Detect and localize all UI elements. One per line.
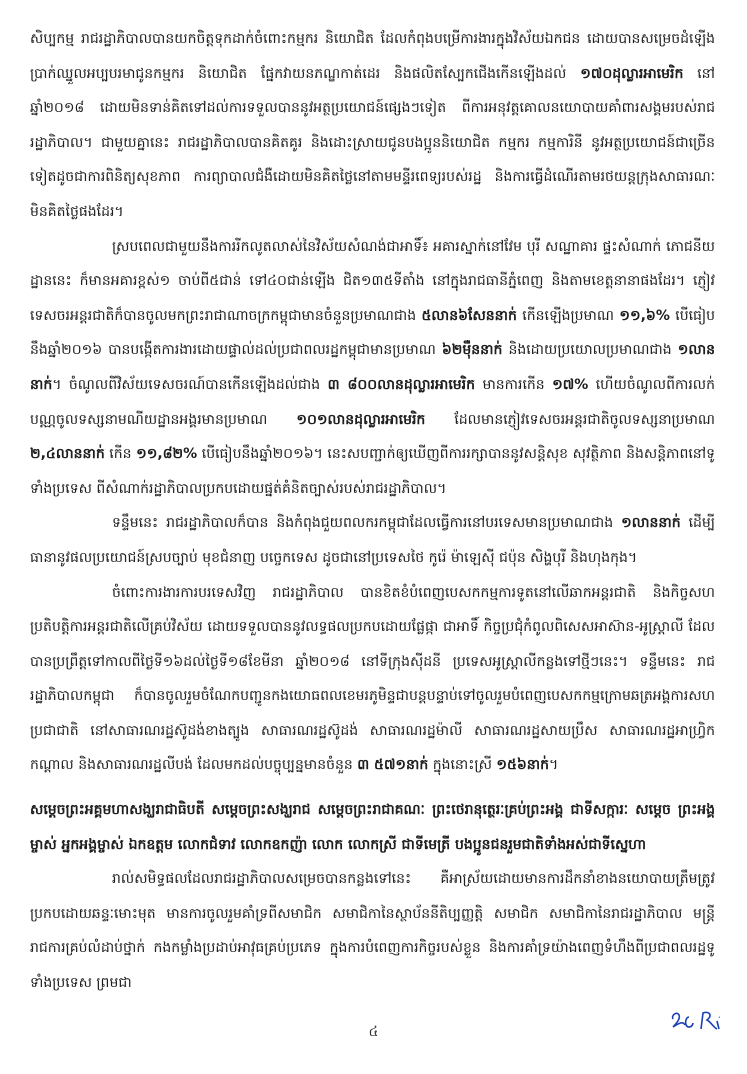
body-paragraph [30, 862, 715, 1000]
document-body [30, 22, 715, 1001]
emphasized-figure: ១៥៦នាក់ [496, 757, 549, 774]
paragraph-text: ដែលមានភ្ញៀវទេសចរអន្តរជាតិចូលទស្សនាប្រមាណ [425, 411, 716, 428]
paragraph-text: បើធៀបនឹងឆ្នាំ២០១៦។ នេះសបញ្ជាក់ឲ្យឃើញពីការរក្សាបាននូវសន្តិសុខ សុវត្ថិភាព និងសន្តិភាពនៅទូទាំងប្រទេស ពីសំណាក់រដ្ឋាភិបាលប្រកបដោយផ្នត់គំនិតច្បាស់របស់រាជរដ្ឋាភិបាល។ [30, 446, 715, 497]
paragraph-text: មានការកើន [474, 376, 553, 393]
page-number: ៤ [368, 1024, 379, 1040]
paragraph-text: និងដោយប្រយោលប្រមាណជាង [502, 342, 678, 359]
emphasized-figure: ១លាននាក់ [30, 342, 715, 393]
salutation-heading [30, 793, 715, 862]
emphasized-figure: ១៧% [552, 376, 589, 393]
paragraph-text: ។ [549, 757, 559, 774]
body-paragraph [30, 506, 715, 575]
emphasized-figure: ១១,៨២% [136, 446, 198, 463]
emphasized-figure: ១១,៦% [619, 307, 670, 324]
emphasized-figure: ២,៤លាននាក់ [30, 446, 105, 463]
emphasized-figure: ១៧០ដុល្លារអាមេរិក [580, 65, 684, 82]
body-paragraph [30, 576, 715, 784]
paragraph-text: ហើយចំណូលពីការលក់បណ្ណចូលទស្សនាមណីយដ្ឋានអង្គរមានប្រមាណ [30, 376, 716, 428]
paragraph-text: កើន [104, 446, 137, 463]
paragraph-text: រាល់សមិទ្ធផលដែលរាជរដ្ឋាភិបាលសម្រេចបានកន្លងទៅនេះ គឺអាស្រ័យដោយមានការដឹកនាំខាងនយោបាយត្រឹមត្រូវ ប្រកបដោយឆន្ទៈមោះមុត មានការចូលរួមគាំទ្រពីសមាជិក សមាជិកានៃស្ថាប័ននីតិប្បញ្ញត្តិ សមាជិក សមាជិកានៃរាជរដ្ឋាភិបាល មន្ត្រីរាជការគ្រប់លំដាប់ថ្នាក់ កងកម្លាំងប្រដាប់អាវុធគ្រប់ប្រភេទ ក្នុងការបំពេញការកិច្ចរបស់ខ្លួន និងការគាំទ្រយ៉ាងពេញទំហឹងពីប្រជាពលរដ្ឋទូទាំងប្រទេស ព្រមជា [30, 871, 715, 992]
body-paragraph [30, 230, 715, 507]
body-paragraph [30, 22, 715, 230]
paragraph-text: កើនឡើងប្រមាណ [516, 307, 620, 324]
paragraph-text: បើធៀបនឹងឆ្នាំ២០១៦ បានបង្កើតការងារដោយផ្ទាល់ដល់ប្រជាពលរដ្ឋកម្ពុជាមានប្រមាណ [30, 307, 715, 359]
paragraph-text: ស្របពេលជាមួយនឹងការរីកលូតលាស់នៃវិស័យសំណង់ជាអាទិ៍៖ អគារស្នាក់នៅវែម បុរី សណ្ឋាគារ ផ្ទះសំណាក់ ភោជនីយដ្ឋាននេះ ក៏មានអគារខ្ពស់១ ចាប់ពី៥ជាន់ ទៅ៤០ជាន់ឡើង ជិត១៣៥ទីតាំង នៅក្នុងរាជធានីភ្នំពេញ និងតាមខេត្តនានាផងដែរ។ ភ្ញៀវទេសចរអន្តរជាតិក៏បានចូលមកព្រះរាជាណាចក្រកម្ពុជាមានចំនួនប្រមាណជាង [30, 238, 715, 324]
emphasized-figure: ១០១លានដុល្លារអាមេរិក [296, 411, 426, 428]
handwritten-initials-signature [669, 1005, 725, 1039]
paragraph-text: សម្តេចព្រះអគ្គមហាសង្ឃរាជាធិបតី សម្តេចព្រះសង្ឃរាជ សម្តេចព្រះរាជាគណៈ ព្រះថេរានុត្ថេរៈគ្រប់ព្រះអង្គ ជាទីសក្ការៈ សម្តេច ព្រះអង្គម្ចាស់ អ្នកអង្គម្ចាស់ ឯកឧត្តម លោកជំទាវ លោកឧកញ៉ា លោក លោកស្រី ជាទីមេត្រី បងប្អូនជនរួមជាតិទាំងអស់ជាទីស្នេហា [30, 802, 715, 853]
emphasized-figure: ៦២ម៉ឺននាក់ [441, 342, 503, 359]
emphasized-figure: ៥លាន៦សែននាក់ [421, 307, 517, 324]
paragraph-text: ក្នុងនោះស្រី [428, 757, 497, 774]
emphasized-figure: ៣ ៨០០លានដុល្លារអាមេរិក [327, 376, 475, 393]
paragraph-text: នៅឆ្នាំ២០១៨ ដោយមិនទាន់គិតទៅដល់ការទទួលបាននូវអត្ថប្រយោជន៍ផ្សេងៗទៀត ពីការអនុវត្តគោលនយោបាយគាំពារសង្គមរបស់រាជរដ្ឋាភិបាល។ ជាមួយគ្នានេះ រាជរដ្ឋាភិបាលបានគិតគូរ និងដោះស្រាយជូនបងប្អូននិយោជិត កម្មករ កម្មការិនី នូវអត្ថប្រយោជន៍ជាច្រើនទៀតដូចជាការពិនិត្យសុខភាព ការព្យាបាលជំងឺដោយមិនគិតថ្លៃនៅតាមមន្ទីរពេទ្យរបស់រដ្ឋ និងការធ្វើដំណើរតាមរថយន្តក្រុងសាធារណៈមិនគិតថ្លៃផងដែរ។ [30, 65, 715, 220]
paragraph-text: ដើម្បីធានានូវផលប្រយោជន៍ស្របច្បាប់ មុខជំនាញ បច្ចេកទេស ដូចជានៅប្រទេសថៃ កូរ៉េ ម៉ាឡេស៊ី ជប៉ុន សិង្ហបុរី និងហុងកុង។ [30, 515, 715, 566]
emphasized-figure: ១លាននាក់ [621, 515, 681, 532]
paragraph-text: ។ ចំណូលពីវិស័យទេសចរណ៍បានកើនឡើងដល់ជាង [52, 376, 328, 393]
emphasized-figure: ៣ ៥៧១នាក់ [357, 757, 429, 774]
paragraph-text: ទន្ទឹមនេះ រាជរដ្ឋាភិបាលក៏បាន និងកំពុងជួយពលករកម្ពុជាដែលធ្វើការនៅបរទេសមានប្រមាណជាង [112, 515, 622, 532]
paragraph-text: ចំពោះការងារការបរទេសវិញ រាជរដ្ឋាភិបាល បានខិតខំបំពេញបេសកកម្មការទូតនៅលើឆាកអន្តរជាតិ និងកិច្ចសហប្រតិបត្តិការអន្តរជាតិលើគ្រប់វិស័យ ដោយទទួលបាននូវលទ្ធផលប្រកបដោយផ្លែផ្កា ជាអាទិ៍ កិច្ចប្រជុំកំពូលពិសេសអាស៊ាន-អូស្ត្រាលី ដែលបានប្រព្រឹត្តទៅកាលពីថ្ងៃទី១៦ដល់ថ្ងៃទី១៨ខែមីនា ឆ្នាំ២០១៨ នៅទីក្រុងស៊ីដនី ប្រទេសអូស្ត្រាលីកន្លងទៅថ្មីៗនេះ។ ទន្ទឹមនេះ រាជរដ្ឋាភិបាលកម្ពុជា ក៏បានចូលរួមចំណែកបញ្ជូនកងយោធពលខេមរភូមិន្ទជាបន្តបន្ទាប់ទៅចូលរួមបំពេញបេសកកម្មក្រោមឆត្រអង្គការសហប្រជាជាតិ នៅសាធារណរដ្ឋស៊ូដង់ខាងត្បូង សាធារណរដ្ឋស៊ូដង់ សាធារណរដ្ឋម៉ាលី សាធារណរដ្ឋសាយប្រឹស សាធារណរដ្ឋអាហ្វ្រិកកណ្តាល និងសាធារណរដ្ឋលីបង់ ដែលមកដល់បច្ចុប្បន្នមានចំនួន [30, 584, 715, 774]
paragraph-text: សិប្បកម្ម រាជរដ្ឋាភិបាលបានយកចិត្តទុកដាក់ចំពោះកម្មករ និយោជិត ដែលកំពុងបម្រើការងារក្នុងវិស័យឯកជន ដោយបានសម្រេចដំឡើងប្រាក់ឈ្នួលអប្បបរមាជូនកម្មករ និយោជិត ផ្នែកវាយនភណ្ឌកាត់ដេរ និងផលិតស្បែកជើងកើនឡើងដល់ [30, 31, 715, 82]
